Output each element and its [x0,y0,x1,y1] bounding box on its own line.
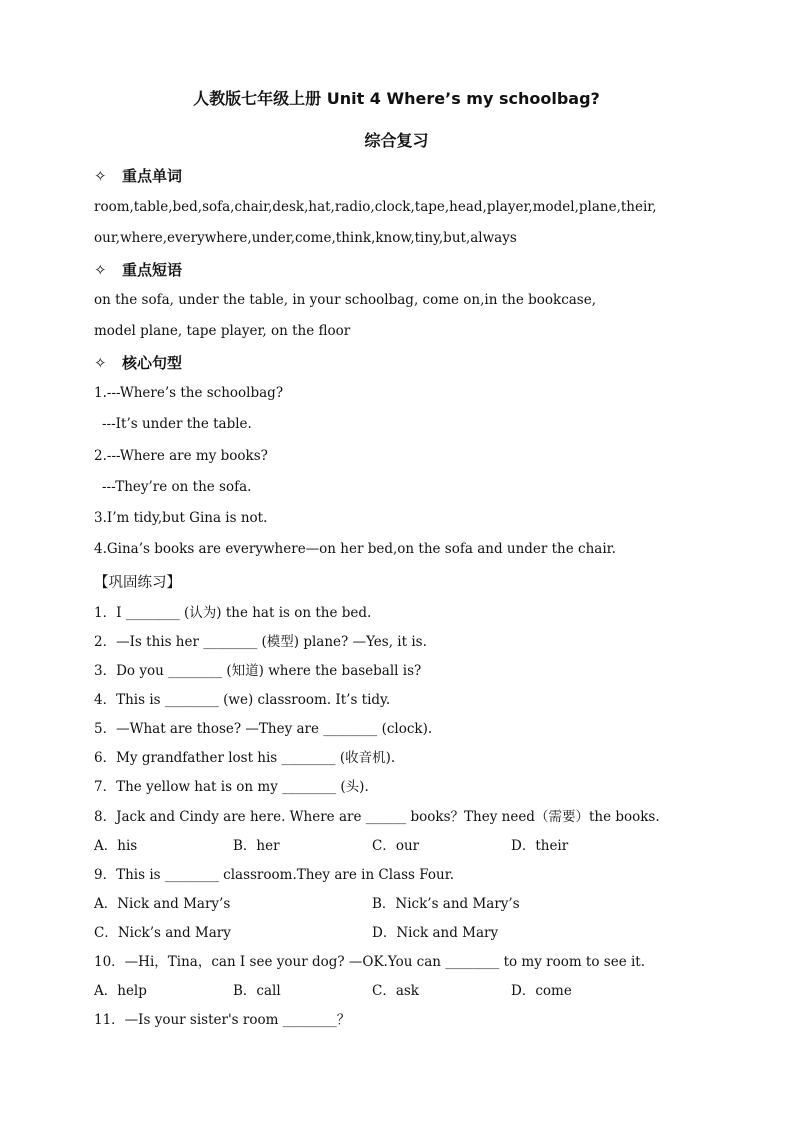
question-9: 9．This is ________ classroom.They are in Class Four. [94,867,454,883]
page-subtitle: 综合复习 [364,131,429,150]
diamond-bullet-icon: ✧ [94,167,107,185]
option-d: D．Nick and Mary [372,925,499,941]
phrase-list-line: on the sofa, under the table, in your schoolbag, come on,in the bookcase, [94,292,597,308]
question-8: 8．Jack and Cindy are here. Where are ______ books？They need（需要）the books. [94,809,660,825]
option-a: A．Nick and Mary’s [94,896,231,912]
word-list-line: room,table,bed,sofa,chair,desk,hat,radio,clock,tape,head,player,model,plane,their, [94,199,657,215]
question-4: 4．This is ________ (we) classroom. It’s tidy. [94,692,391,708]
question-6: 6．My grandfather lost his ________ (收音机). [94,750,396,766]
option-b: B．her [233,838,280,854]
question-5: 5．—What are those? —They are ________ (clock). [94,721,433,737]
sentence-line: 3.I’m tidy,but Gina is not. [94,510,268,526]
diamond-bullet-icon: ✧ [94,354,107,372]
option-d: D．come [511,983,572,999]
question-11: 11．—Is your sister's room ________？ [94,1012,351,1028]
sentence-line: 4.Gina’s books are everywhere—on her bed,on the sofa and under the chair. [94,541,616,557]
sentence-line: 1.---Where’s the schoolbag? [94,385,284,401]
question-7: 7．The yellow hat is on my ________ (头). [94,779,369,795]
diamond-bullet-icon: ✧ [94,261,107,279]
question-1: 1．I ________ (认为) the hat is on the bed. [94,605,372,621]
practice-heading: 【巩固练习】 [94,575,181,591]
phrase-list-line: model plane, tape player, on the floor [94,323,351,339]
option-d: D．their [511,838,569,854]
question-10: 10．—Hi，Tina，can I see your dog? —OK.You can ________ to my room to see it. [94,954,646,970]
option-c: C．ask [372,983,419,999]
option-a: A．his [94,838,138,854]
section-heading-words: ✧ 重点单词 [94,167,183,185]
page-title: 人教版七年级上册 Unit 4 Where’s my schoolbag? [193,89,600,108]
option-c: C．our [372,838,420,854]
option-a: A．help [94,983,147,999]
section-heading-phrases: ✧ 重点短语 [94,261,183,279]
word-list-line: our,where,everywhere,under,come,think,know,tiny,but,always [94,230,517,246]
option-c: C．Nick’s and Mary [94,925,231,941]
section-heading-sentences: ✧ 核心句型 [94,354,183,372]
sentence-line: ---It’s under the table. [102,416,252,432]
sentence-line: ---They’re on the sofa. [102,479,252,495]
question-2: 2．—Is this her ________ (模型) plane? —Yes, it is. [94,634,427,650]
question-3: 3．Do you ________ (知道) where the baseball is? [94,663,422,679]
option-b: B．call [233,983,281,999]
sentence-line: 2.---Where are my books? [94,448,268,464]
option-b: B．Nick’s and Mary’s [372,896,520,912]
